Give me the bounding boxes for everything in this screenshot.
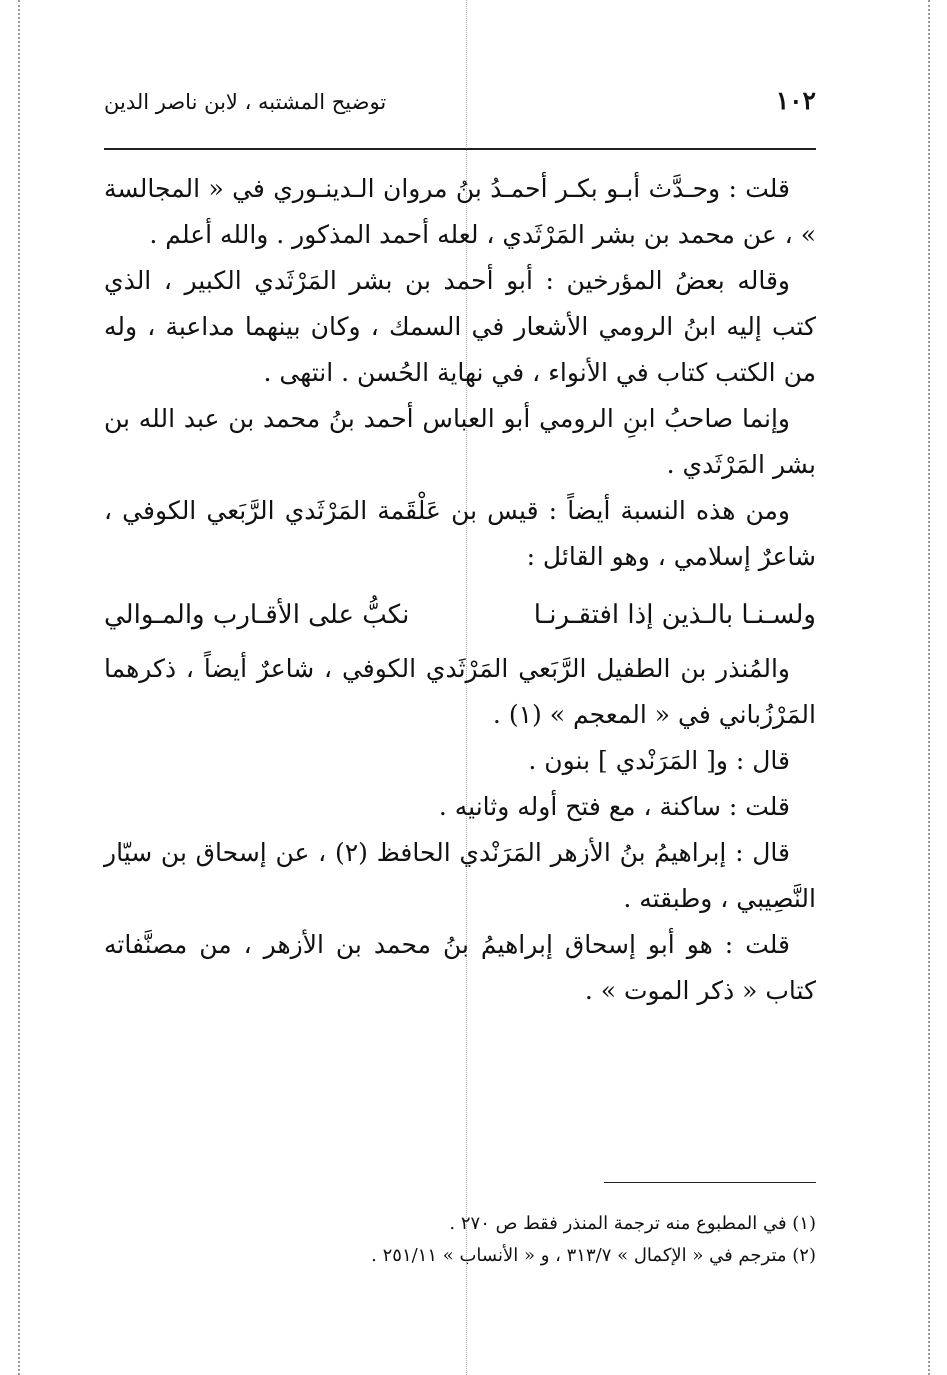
verse-first-hemistich: ولسـنـا بالـذين إذا افتقـرنـا xyxy=(533,600,816,630)
scan-margin-dots-left xyxy=(18,0,20,1375)
verse-second-hemistich: نكبُّ على الأقـارب والمـوالي xyxy=(104,600,410,630)
paragraph-8: قال : إبراهيمُ بنُ الأزهر المَرَنْدي الحافظ (٢) ، عن إسحاق بن سيّار النَّصِيبي ، وطبقته . xyxy=(104,838,816,913)
paragraph-1: قلت : وحـدَّث أبـو بكـر أحمـدُ بنُ مروان الـدينـوري في « المجالسة » ، عن محمد بن بشر المَرْثَدي ، لعله أحمد المذكور . والله أعلم . xyxy=(104,174,816,249)
main-text xyxy=(104,166,816,1014)
paragraph-9: قلت : هو أبو إسحاق إبراهيمُ بنُ محمد بن الأزهر ، من مصنَّفاته كتاب « ذكر الموت » . xyxy=(104,930,816,1005)
paragraph-5: والمُنذر بن الطفيل الرَّبَعي المَرْثَدي الكوفي ، شاعرٌ أيضاً ، ذكرهما المَرْزُباني في « المعجم » (١) . xyxy=(104,654,816,729)
paragraph-2: وقاله بعضُ المؤرخين : أبو أحمد بن بشر المَرْثَدي الكبير ، الذي كتب إليه ابنُ الرومي الأشعار في السمك ، وكان بينهما مداعبة ، وله من الكتب كتاب في الأنواء ، في نهاية الحُسن . انتهى . xyxy=(104,266,816,387)
running-title: توضيح المشتبه ، لابن ناصر الدين xyxy=(104,90,387,114)
page-header xyxy=(104,86,816,126)
page-number: ١٠٢ xyxy=(775,86,816,115)
header-rule xyxy=(104,148,816,150)
scan-margin-dots-right xyxy=(928,0,930,1375)
paragraph-6: قال : و[ المَرَنْدي ] بنون . xyxy=(528,746,790,775)
paragraph-7: قلت : ساكنة ، مع فتح أوله وثانيه . xyxy=(438,792,790,821)
footnotes xyxy=(104,1208,816,1272)
paragraph-3: وإنما صاحبُ ابنِ الرومي أبو العباس أحمد بنُ محمد بن عبد الله بن بشر المَرْثَدي . xyxy=(104,404,816,479)
paragraph-4: ومن هذه النسبة أيضاً : قيس بن عَلْقَمة المَرْثَدي الرَّبَعي الكوفي ، شاعرٌ إسلامي ، وهو القائل : xyxy=(104,496,816,571)
footnote-2: (٢) مترجم في « الإكمال » ٣١٣/٧ ، و « الأنساب » ٢٥١/١١ . xyxy=(371,1245,816,1266)
footnote-1: (١) في المطبوع منه ترجمة المنذر فقط ص ٢٧٠ . xyxy=(449,1213,816,1234)
footnote-rule xyxy=(604,1182,816,1183)
poetry-verse xyxy=(104,592,816,638)
